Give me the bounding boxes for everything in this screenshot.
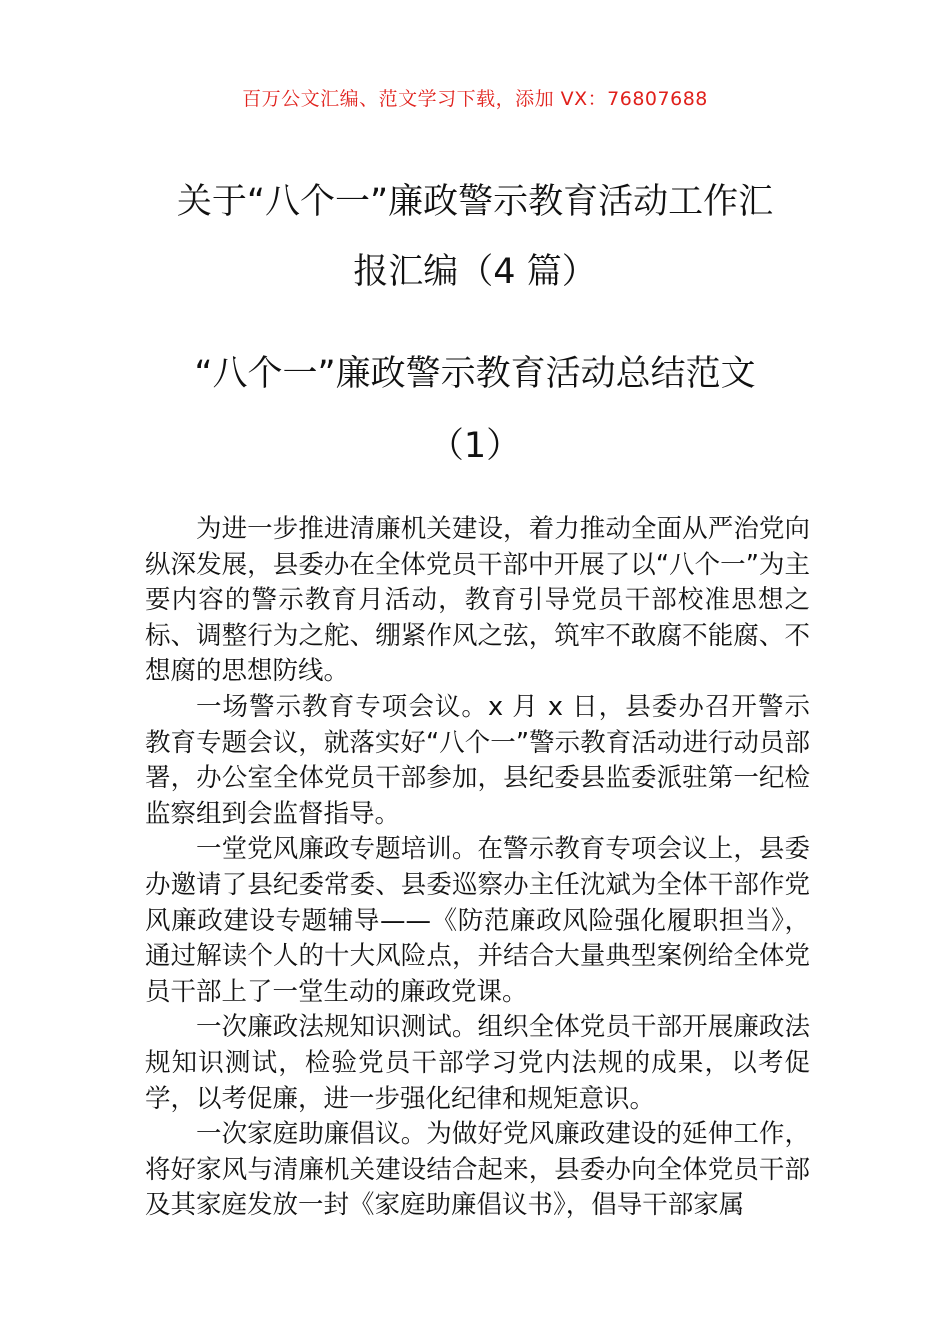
section-title-line-2: （1） [428,426,522,466]
paragraph-test: 一次廉政法规知识测试。组织全体党员干部开展廉政法规知识测试，检验党员干部学习党内法规的成果，以考促学，以考促廉，进一步强化纪律和规矩意识。 [145,1012,810,1114]
paragraph-intro: 为进一步推进清廉机关建设，着力推动全面从严治党向纵深发展，县委办在全体党员干部中开展了以“八个一”为主要内容的警示教育月活动，教育引导党员干部校准思想之标、调整行为之舵、绷紧作风之弦，筑牢不敢腐不能腐、不想腐的思想防线。 [145,514,810,687]
paragraph-meeting: 一场警示教育专项会议。x 月 x 日，县委办召开警示教育专题会议，就落实好“八个一”警示教育活动进行动员部署，办公室全体党员干部参加，县纪委县监委派驻第一纪检监察组到会监督指导。 [145,691,810,829]
document-title-line-1: 关于“八个一”廉政警示教育活动工作汇 [176,182,774,222]
paragraph-family: 一次家庭助廉倡议。为做好党风廉政建设的延伸工作，将好家风与清廉机关建设结合起来，县委办向全体党员干部及其家庭发放一封《家庭助廉倡议书》，倡导干部家属 [145,1119,810,1221]
header-banner: 百万公文汇编、范文学习下载，添加 VX：76807688 [242,88,708,110]
paragraph-training: 一堂党风廉政专题培训。在警示教育专项会议上，县委办邀请了县纪委常委、县委巡察办主任沈斌为全体干部作党风廉政建设专题辅导——《防范廉政风险强化履职担当》，通过解读个人的十大风险点，并结合大量典型案例给全体党员干部上了一堂生动的廉政党课。 [145,834,810,1007]
body-text [145,512,810,1224]
section-title-line-1: “八个一”廉政警示教育活动总结范文 [194,354,756,394]
document-title-line-2: 报汇编（4 篇） [353,252,597,292]
